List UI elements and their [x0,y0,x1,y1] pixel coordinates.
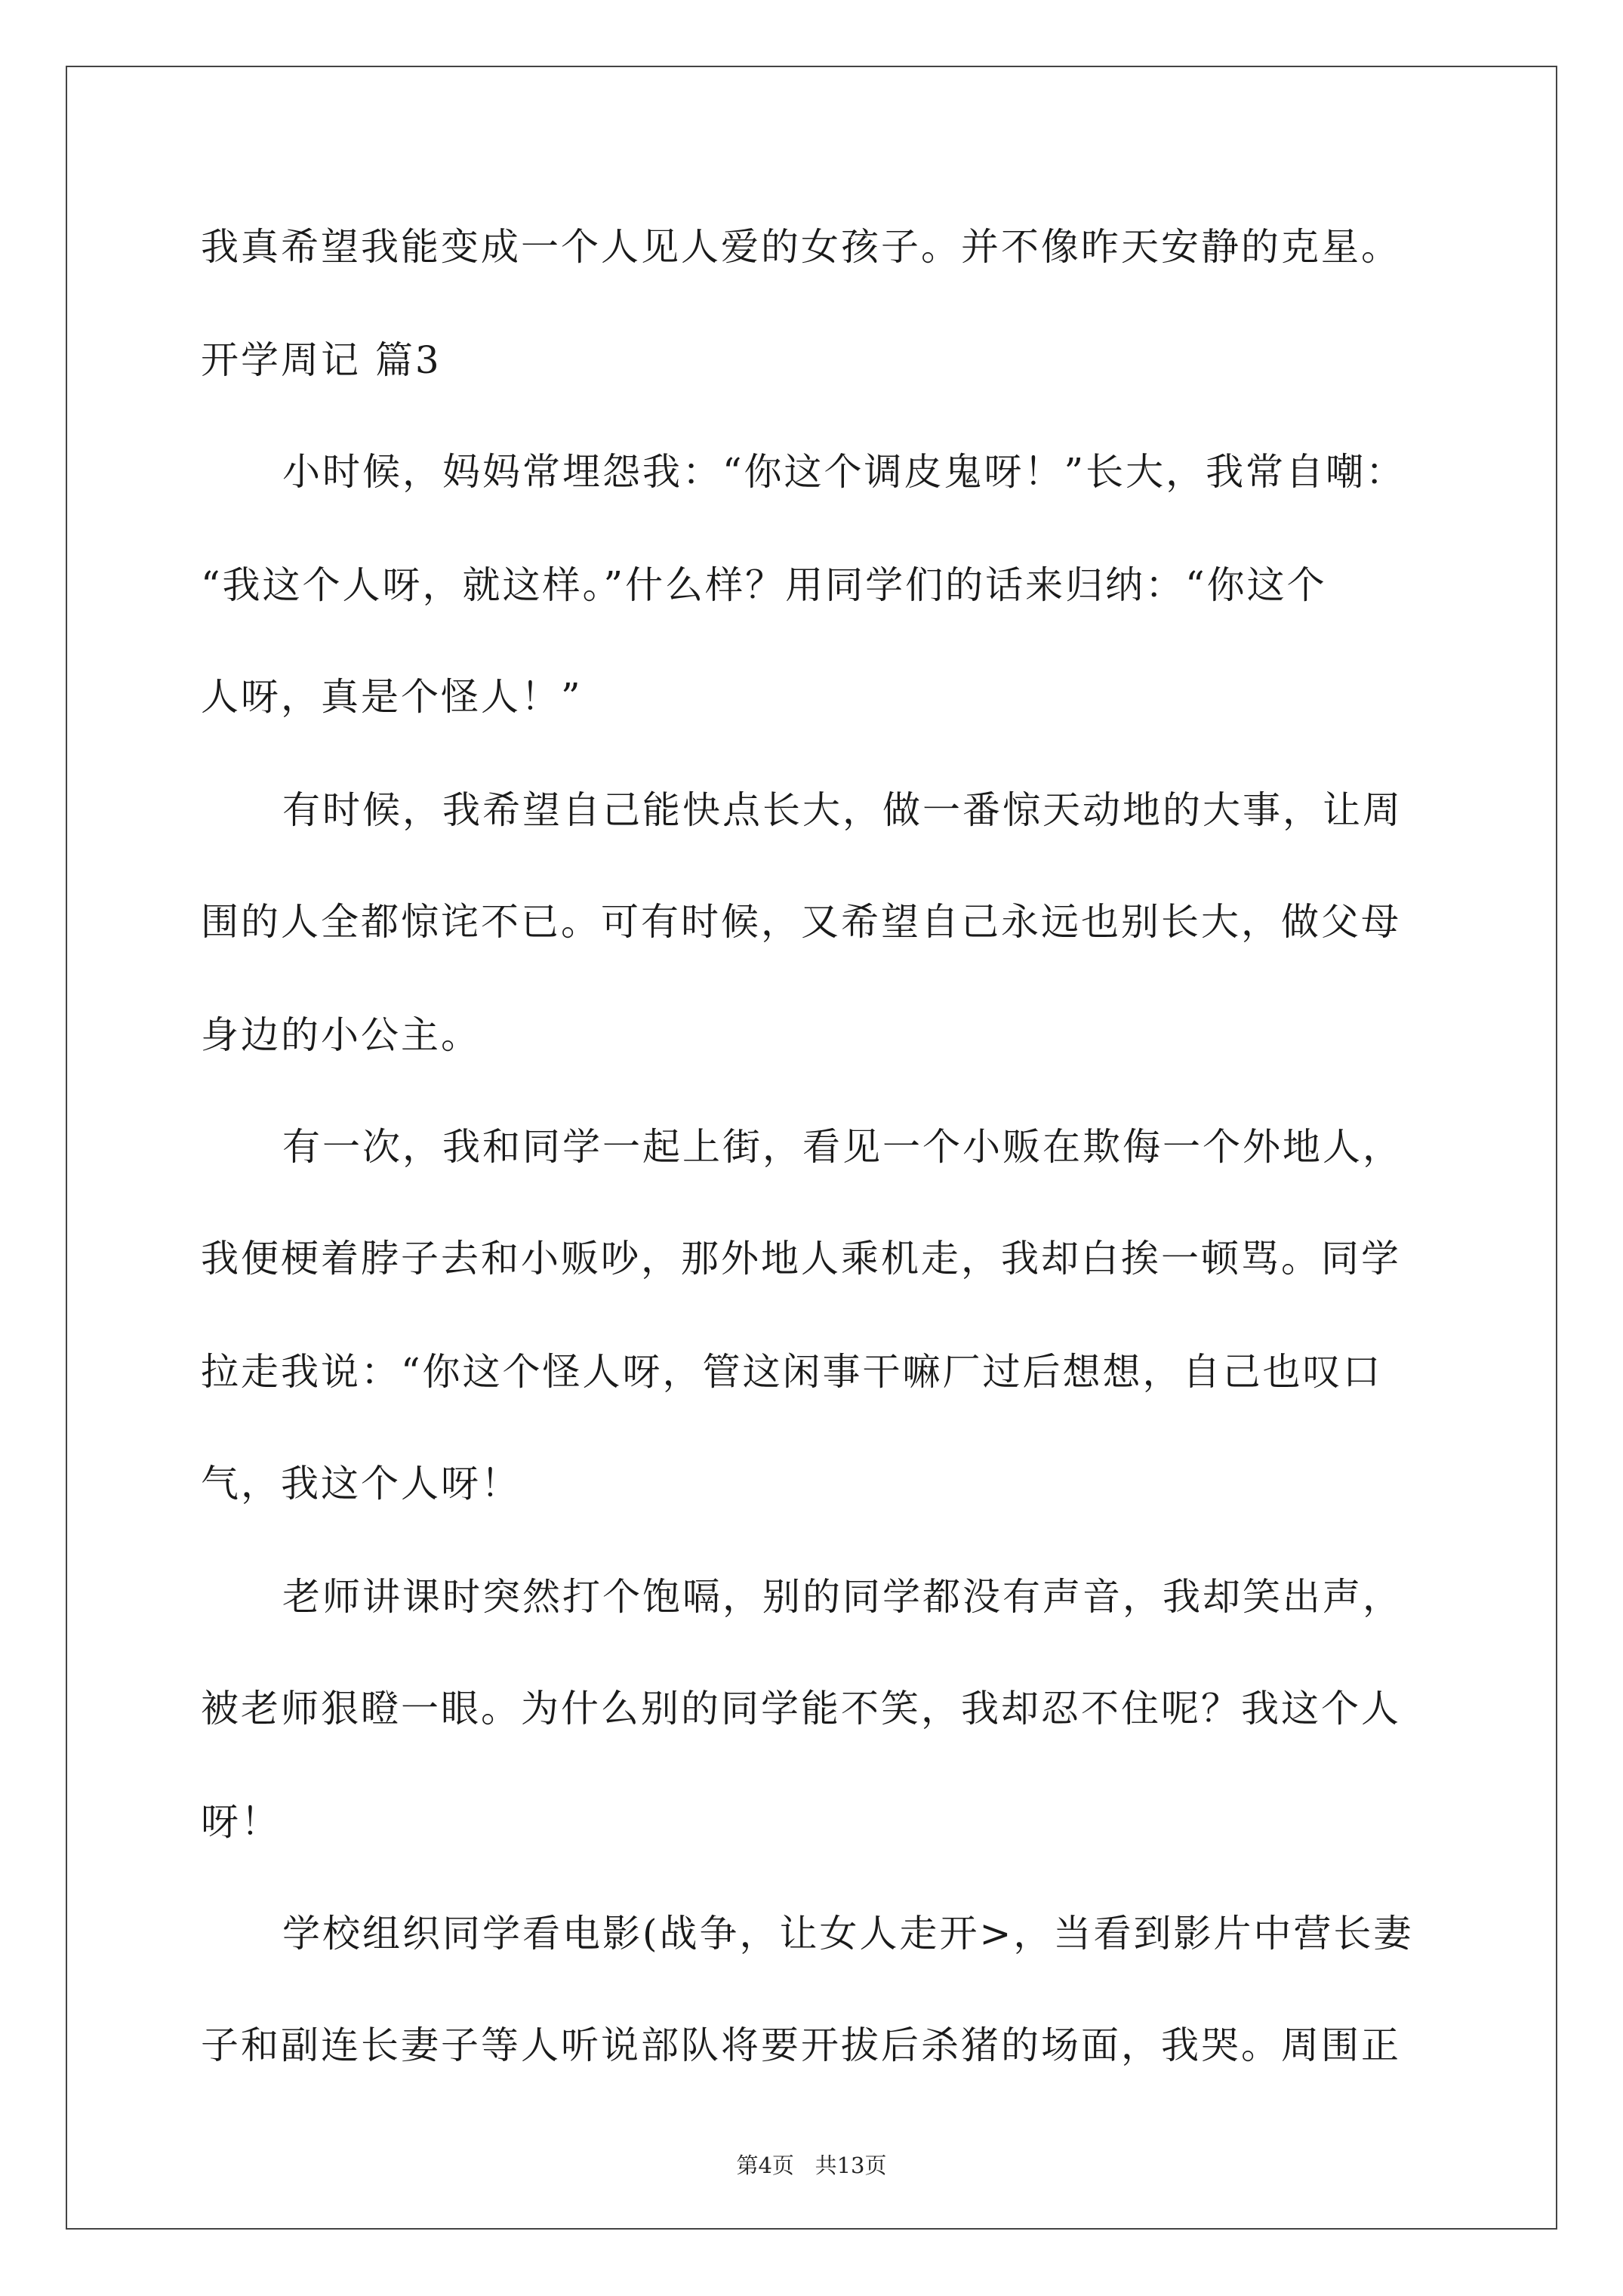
section-heading: 开学周记 篇3 [201,338,442,382]
paragraph-first-line: 有一次，我和同学一起上街，看见一个小贩在欺侮一个外地人， [282,1125,1403,1169]
text-line: 身边的小公主。 [201,1013,481,1057]
text-line: 呀！ [201,1800,281,1844]
paragraph-first-line: 老师讲课时突然打个饱嗝，别的同学都没有声音，我却笑出声， [282,1575,1403,1619]
text-line: 子和副连长妻子等人听说部队将要开拔后杀猪的场面，我哭。周围正 [201,2023,1401,2067]
text-line: 围的人全都惊诧不已。可有时候，又希望自己永远也别长大，做父母 [201,900,1401,944]
text-line: 气，我这个人呀！ [201,1462,521,1505]
text-line: 被老师狠瞪一眼。为什么别的同学能不笑，我却忍不住呢？我这个人 [201,1687,1401,1730]
paragraph-first-line: 小时候，妈妈常埋怨我：“你这个调皮鬼呀！”长大，我常自嘲： [282,450,1406,494]
paragraph-first-line: 有时候，我希望自己能快点长大，做一番惊天动地的大事，让周 [282,788,1403,832]
text-line: 拉走我说：“你这个怪人呀，管这闲事干嘛厂过后想想，自己也叹口 [201,1350,1383,1394]
text-line: 我真希望我能变成一个人见人爱的女孩子。并不像昨天安静的克星。 [201,225,1401,269]
text-line: 我便梗着脖子去和小贩吵，那外地人乘机走，我却白挨一顿骂。同学 [201,1237,1401,1281]
paragraph-first-line: 学校组织同学看电影(战争，让女人走开>，当看到影片中营长妻 [282,1912,1414,1955]
text-line: “我这个人呀，就这样。”什么样？用同学们的话来归纳：“你这个 [201,563,1327,607]
page-number-footer: 第4页 共13页 [736,2153,887,2178]
text-line: 人呀，真是个怪人！” [201,675,583,719]
